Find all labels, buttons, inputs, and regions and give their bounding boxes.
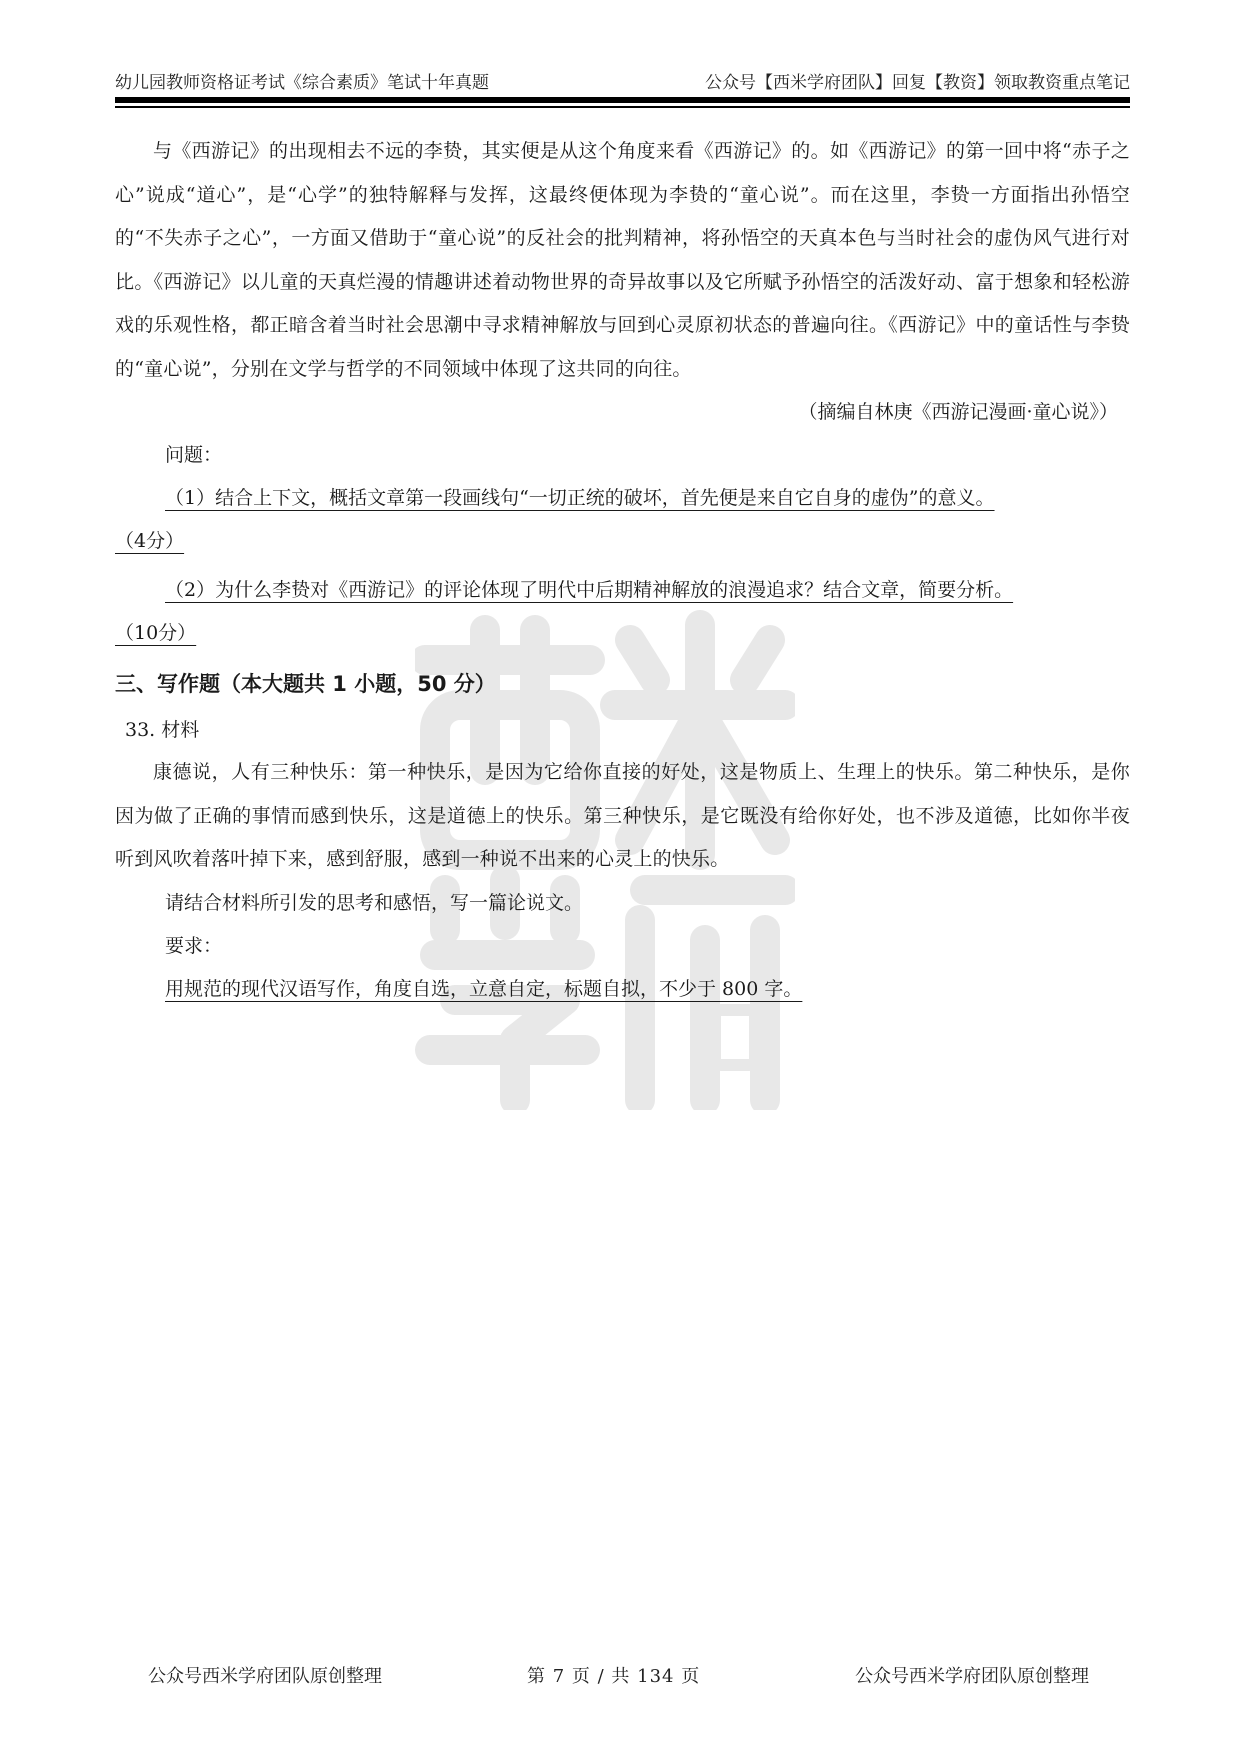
question-2 <box>115 569 1130 655</box>
page-number: 第 7 页 / 共 134 页 <box>527 1666 701 1687</box>
passage-paragraph: 与《西游记》的出现相去不远的李贽，其实便是从这个角度来看《西游记》的。如《西游记》的第一回中将“赤子之心”说成“道心”，是“心学”的独特解释与发挥，这最终便体现为李贽的“童心说”。而在这里，李贽一方面指出孙悟空的“不失赤子之心”，一方面又借助于“童心说”的反社会的批判精神，将孙悟空的天真本色与当时社会的虚伪风气进行对比。《西游记》以儿童的天真烂漫的情趣讲述着动物世界的奇异故事以及它所赋予孙悟空的活泼好动、富于想象和轻松游戏的乐观性格，都正暗含着当时社会思潮中寻求精神解放与回到心灵原初状态的普遍向往。《西游记》中的童话性与李贽的“童心说”，分别在文学与哲学的不同领域中体现了这共同的向往。 <box>115 140 1130 380</box>
requirements-underlined: 用规范的现代汉语写作，角度自选，立意自定，标题自拟，不少于 800 字。 <box>165 977 803 1000</box>
question-1 <box>115 477 1130 563</box>
question-33-number: 33. 材料 <box>125 719 200 741</box>
page-content <box>115 130 1130 1011</box>
section-title-writing: 三、写作题（本大题共 1 小题，50 分） <box>115 672 496 696</box>
header-title: 幼儿园教师资格证考试《综合素质》笔试十年真题 <box>115 73 489 93</box>
requirements-text <box>115 968 1130 1011</box>
requirements-label: 要求： <box>165 934 223 957</box>
writing-prompt: 请结合材料所引发的思考和感悟，写一篇论说文。 <box>165 891 584 914</box>
footer-left: 公众号西米学府团队原创整理 <box>148 1666 382 1687</box>
question-2-text: （2）为什么李贽对《西游记》的评论体现了明代中后期精神解放的浪漫追求？结合文章，简要分析。 <box>165 579 1014 601</box>
questions-label: 问题： <box>165 444 223 466</box>
passage-source: （摘编自林庚《西游记漫画·童心说》） <box>798 401 1118 423</box>
material-paragraph: 康德说，人有三种快乐：第一种快乐，是因为它给你直接的好处，这是物质上、生理上的快乐。第二种快乐，是你因为做了正确的事情而感到快乐，这是道德上的快乐。第三种快乐，是它既没有给你好处，也不涉及道德，比如你半夜听到风吹着落叶掉下来，感到舒服，感到一种说不出来的心灵上的快乐。 <box>115 761 1130 870</box>
page-header <box>115 68 1130 93</box>
question-2-score: （10分） <box>115 622 197 644</box>
question-1-text: （1）结合上下文，概括文章第一段画线句“一切正统的破坏，首先便是来自它自身的虚伪”的意义。 <box>165 487 995 509</box>
header-rule-thin <box>115 106 1130 108</box>
footer-right: 公众号西米学府团队原创整理 <box>855 1666 1089 1687</box>
header-rule-thick <box>115 97 1130 103</box>
header-promo: 公众号【西米学府团队】回复【教资】领取教资重点笔记 <box>705 73 1130 93</box>
question-1-score: （4分） <box>115 530 185 552</box>
